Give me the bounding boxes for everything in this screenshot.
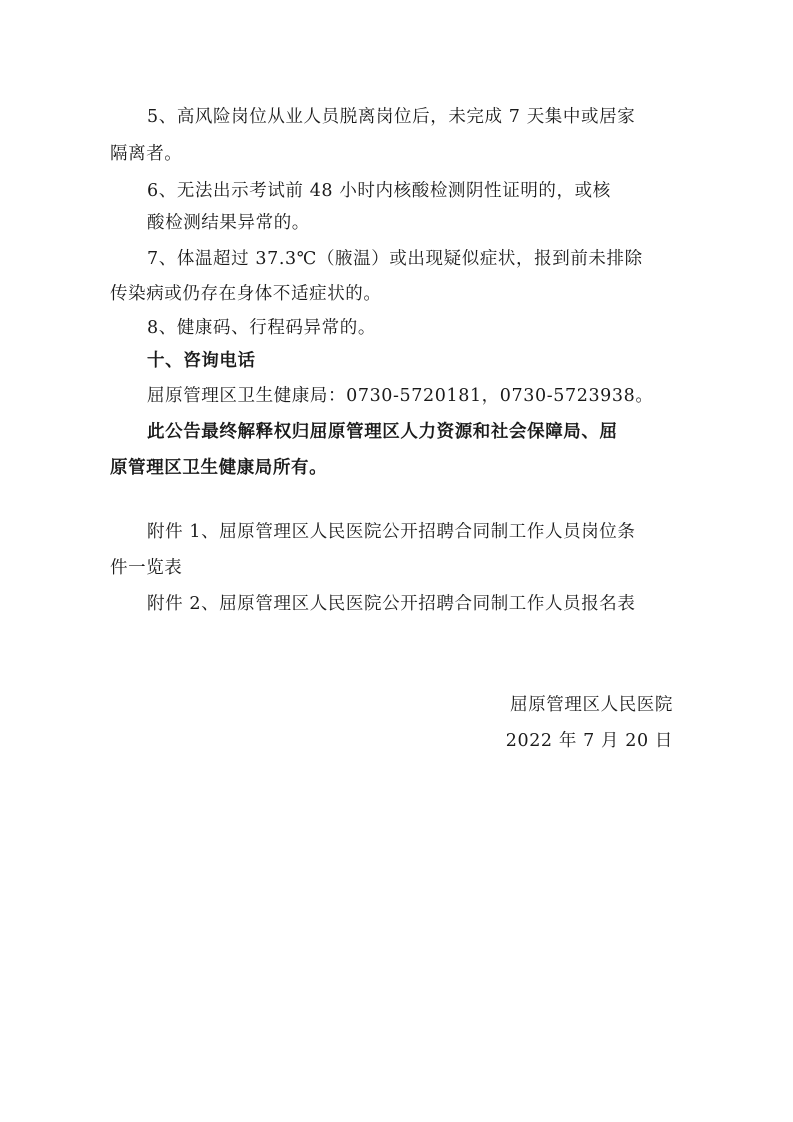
item-7-line-2: 传染病或仍存在身体不适症状的。: [110, 284, 382, 304]
item-5-line-1: 5、高风险岗位从业人员脱离岗位后，未完成 7 天集中或居家: [147, 107, 636, 127]
item-7-line-1: 7、体温超过 37.3℃（腋温）或出现疑似症状，报到前未排除: [147, 249, 643, 269]
attachment-1-line-2: 件一览表: [110, 558, 183, 578]
signature-date: 2022 年 7 月 20 日: [505, 731, 673, 751]
attachment-1-line-1: 附件 1、屈原管理区人民医院公开招聘合同制工作人员岗位条: [147, 522, 636, 542]
consult-phone-line: 屈原管理区卫生健康局：0730-5720181，0730-5723938。: [147, 386, 654, 406]
item-5-line-2: 隔离者。: [110, 144, 183, 164]
item-8: 8、健康码、行程码异常的。: [147, 318, 376, 338]
item-6-line-1: 6、无法出示考试前 48 小时内核酸检测阴性证明的，或核: [147, 181, 611, 201]
attachment-2: 附件 2、屈原管理区人民医院公开招聘合同制工作人员报名表: [147, 594, 636, 614]
section-10-heading: 十、咨询电话: [147, 351, 256, 371]
signature-org: 屈原管理区人民医院: [510, 695, 673, 715]
statement-line-1: 此公告最终解释权归屈原管理区人力资源和社会保障局、屈: [147, 422, 618, 442]
statement-line-2: 原管理区卫生健康局所有。: [110, 458, 328, 478]
item-6-line-2: 酸检测结果异常的。: [147, 213, 310, 233]
